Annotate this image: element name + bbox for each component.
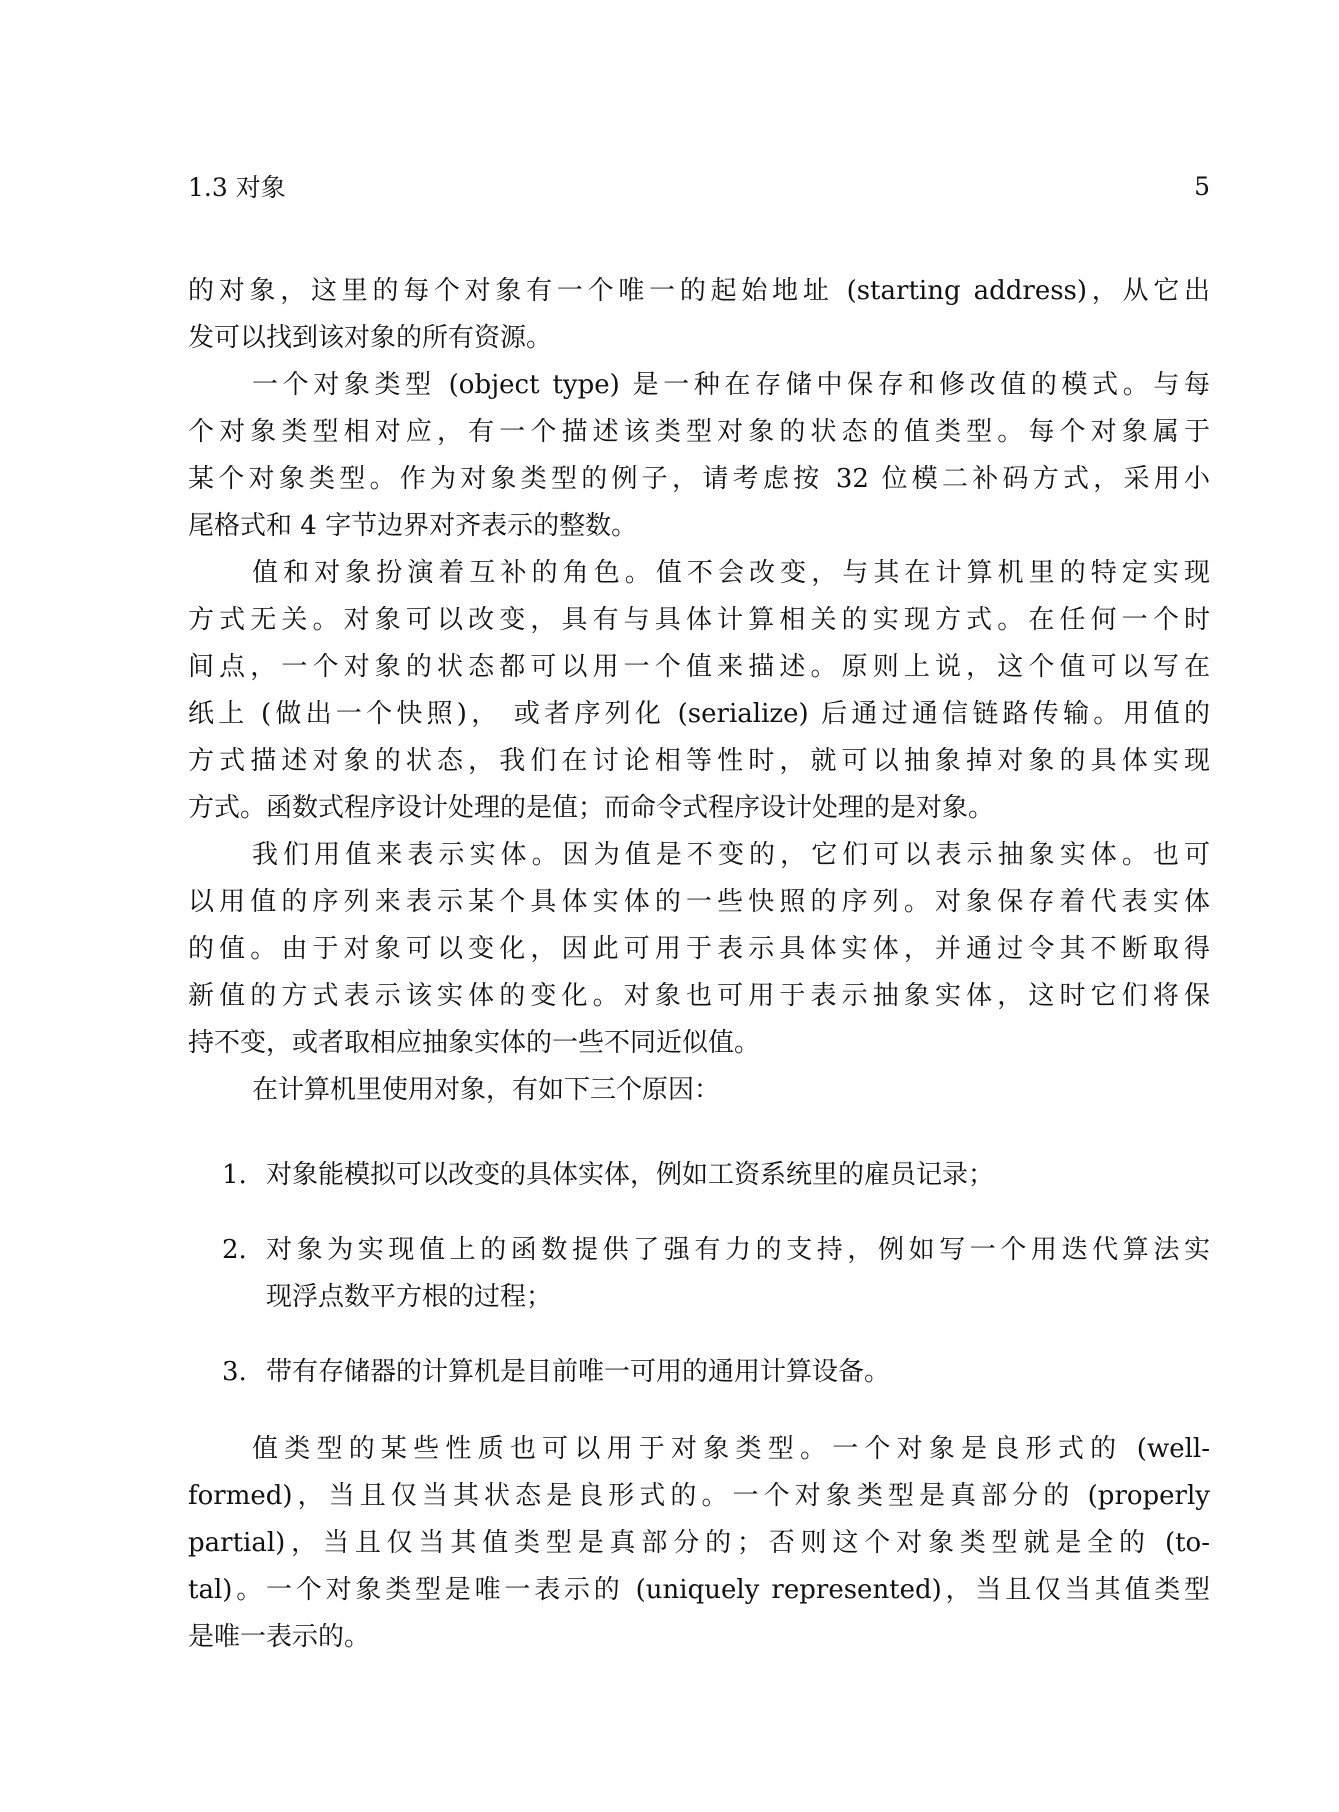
paragraph <box>188 550 1210 832</box>
text-line: 对象能模拟可以改变的具体实体，例如工资系统里的雇员记录； <box>266 1160 995 1190</box>
text-line: 在计算机里使用对象，有如下三个原因： <box>252 1075 721 1105</box>
text-line: tal)。一个对象类型是唯一表示的 (uniquely represented)，当且仅当其值类型 <box>188 1575 1210 1605</box>
list-item <box>188 1152 1210 1199</box>
text-line: 个对象类型相对应，有一个描述该类型对象的状态的值类型。每个对象属于 <box>188 417 1210 447</box>
text-line: 发可以找到该对象的所有资源。 <box>188 323 553 353</box>
text-line: 的对象，这里的每个对象有一个唯一的起始地址 (starting address)，从它出 <box>188 276 1210 306</box>
section-title: 1.3 对象 <box>188 173 286 202</box>
text-line: 的值。由于对象可以变化，因此可用于表示具体实体，并通过令其不断取得 <box>188 934 1210 964</box>
text-line: 尾格式和 4 字节边界对齐表示的整数。 <box>188 511 638 541</box>
text-line: 我们用值来表示实体。因为值是不变的，它们可以表示抽象实体。也可 <box>252 840 1210 870</box>
text-line: 方式无关。对象可以改变，具有与具体计算相关的实现方式。在任何一个时 <box>188 605 1210 635</box>
text-line: 带有存储器的计算机是目前唯一可用的通用计算设备。 <box>266 1357 891 1387</box>
paragraph <box>188 1067 1210 1114</box>
paragraph <box>188 362 1210 550</box>
text-line: 值类型的某些性质也可以用于对象类型。一个对象是良形式的 (well- <box>252 1434 1210 1464</box>
paragraph <box>188 832 1210 1067</box>
text-line: partial)，当且仅当其值类型是真部分的；否则这个对象类型就是全的 (to- <box>188 1528 1210 1558</box>
text-line: 某个对象类型。作为对象类型的例子，请考虑按 32 位模二补码方式，采用小 <box>188 464 1210 494</box>
paragraph <box>188 268 1210 362</box>
list-number: 2. <box>222 1235 247 1265</box>
text-line: 值和对象扮演着互补的角色。值不会改变，与其在计算机里的特定实现 <box>252 558 1210 588</box>
text-line: formed)，当且仅当其状态是良形式的。一个对象类型是真部分的 (properly <box>188 1481 1210 1511</box>
numbered-list <box>188 1152 1210 1396</box>
page-number: 5 <box>1194 171 1210 201</box>
text-line: 方式。函数式程序设计处理的是值；而命令式程序设计处理的是对象。 <box>188 793 995 823</box>
list-number: 3. <box>222 1357 247 1387</box>
text-line: 持不变，或者取相应抽象实体的一些不同近似值。 <box>188 1028 761 1058</box>
text-line: 对象为实现值上的函数提供了强有力的支持，例如写一个用迭代算法实 <box>266 1235 1210 1265</box>
running-header <box>188 166 1210 206</box>
text-line: 间点，一个对象的状态都可以用一个值来描述。原则上说，这个值可以写在 <box>188 652 1210 682</box>
page-body <box>188 268 1210 1661</box>
paragraph <box>188 1426 1210 1661</box>
text-line: 纸上 (做出一个快照)， 或者序列化 (serialize) 后通过通信链路传输。用值的 <box>188 699 1210 729</box>
text-line: 现浮点数平方根的过程； <box>266 1282 553 1312</box>
list-number: 1. <box>222 1160 247 1190</box>
text-line: 以用值的序列来表示某个具体实体的一些快照的序列。对象保存着代表实体 <box>188 887 1210 917</box>
list-item <box>188 1227 1210 1321</box>
list-item <box>188 1349 1210 1396</box>
text-line: 是唯一表示的。 <box>188 1622 371 1652</box>
text-line: 方式描述对象的状态，我们在讨论相等性时，就可以抽象掉对象的具体实现 <box>188 746 1210 776</box>
text-line: 一个对象类型 (object type) 是一种在存储中保存和修改值的模式。与每 <box>252 370 1210 400</box>
text-line: 新值的方式表示该实体的变化。对象也可用于表示抽象实体，这时它们将保 <box>188 981 1210 1011</box>
